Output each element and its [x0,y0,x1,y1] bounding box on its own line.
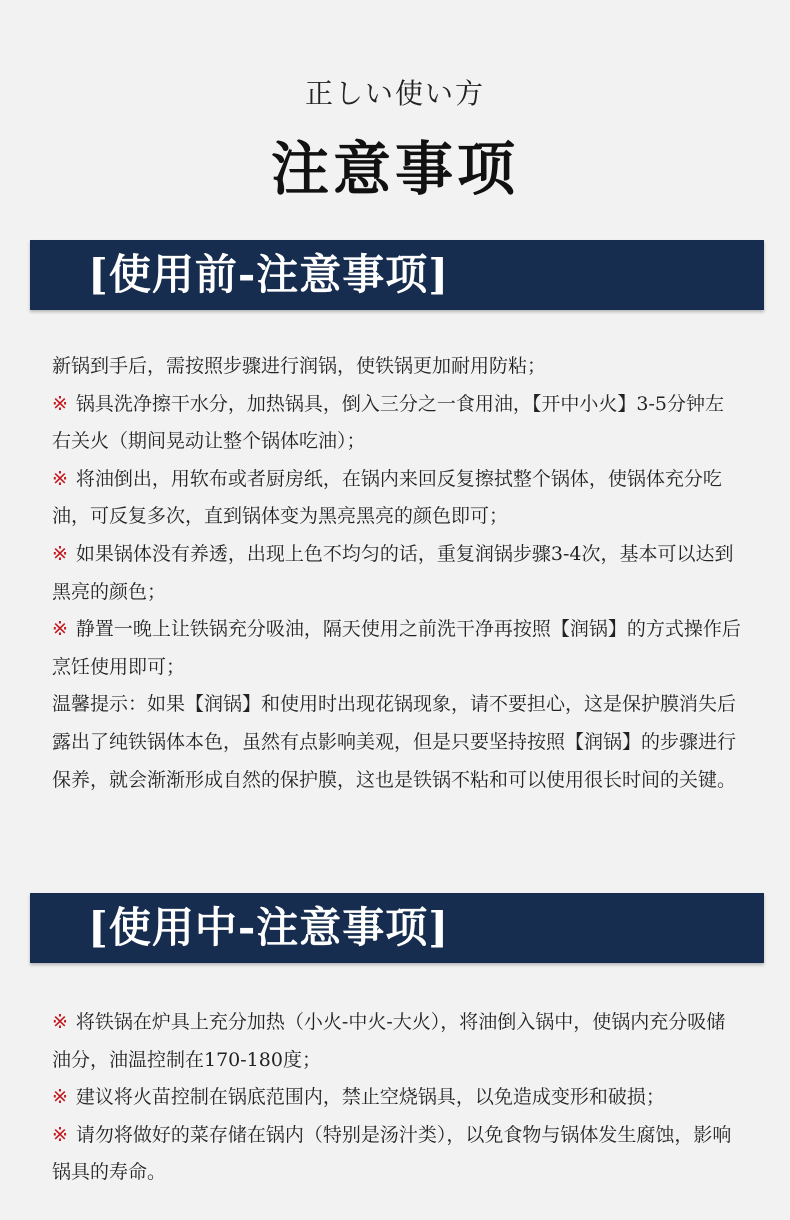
list-item-text: 请勿将做好的菜存储在锅内（特别是汤汁类），以免食物与锅体发生腐蚀，影响锅具的寿命。 [52,1123,732,1184]
list-item-text: 锅具洗净擦干水分，加热锅具，倒入三分之一食用油，【开中小火】3-5分钟左右关火（期间晃动让整个锅体吃油）； [52,392,725,453]
list-item-text: 建议将火苗控制在锅底范围内，禁止空烧锅具，以免造成变形和破损； [75,1086,665,1109]
list-item-text: 将油倒出，用软布或者厨房纸，在锅内来回反复擦拭整个锅体，使锅体充分吃油，可反复多次，直到锅体变为黑亮黑亮的颜色即可； [52,467,722,528]
paragraph-tip [52,686,742,799]
page-subtitle: 正しい使い方 [304,77,485,110]
reference-mark-icon: ※ [52,1086,68,1109]
list-item [52,536,742,611]
reference-mark-icon: ※ [52,392,68,415]
list-item [52,386,742,461]
reference-mark-icon: ※ [52,618,68,641]
section-before-use-content [52,348,742,799]
paragraph-intro [52,348,742,386]
reference-mark-icon: ※ [52,542,68,565]
section-during-use-content [52,1004,742,1192]
reference-mark-icon: ※ [52,1011,68,1033]
list-item [52,1079,742,1117]
list-item [52,1117,742,1192]
section-banner-during-use: [使用中-注意事项] [30,893,764,963]
section-banner-before-use: [使用前-注意事项] [30,240,764,310]
paragraph-text: 新锅到手后，需按照步骤进行润锅，使铁锅更加耐用防粘； [52,355,547,377]
list-item-text: 如果锅体没有养透，出现上色不均匀的话，重复润锅步骤3-4次，基本可以达到黑亮的颜色； [52,542,734,603]
paragraph-text: 温馨提示：如果【润锅】和使用时出现花锅现象，请不要担心，这是保护膜消失后露出了纯铁锅体本色，虽然有点影响美观，但是只要坚持按照【润锅】的步骤进行保养，就会渐渐形成自然的保护膜，这也是铁锅不粘和可以使用很长时间的关键。 [52,693,737,791]
list-item-text: 将铁锅在炉具上充分加热（小火-中火-大火），将油倒入锅中，使锅内充分吸储油分，油温控制在170-180度； [52,1011,726,1071]
list-item [52,461,742,536]
list-item [52,1004,742,1079]
list-item-text: 静置一晚上让铁锅充分吸油，隔天使用之前洗干净再按照【润锅】的方式操作后烹饪使用即可； [52,618,741,678]
page-title: 注意事项 [270,135,519,203]
list-item [52,611,742,686]
reference-mark-icon: ※ [52,467,68,490]
reference-mark-icon: ※ [52,1123,68,1146]
